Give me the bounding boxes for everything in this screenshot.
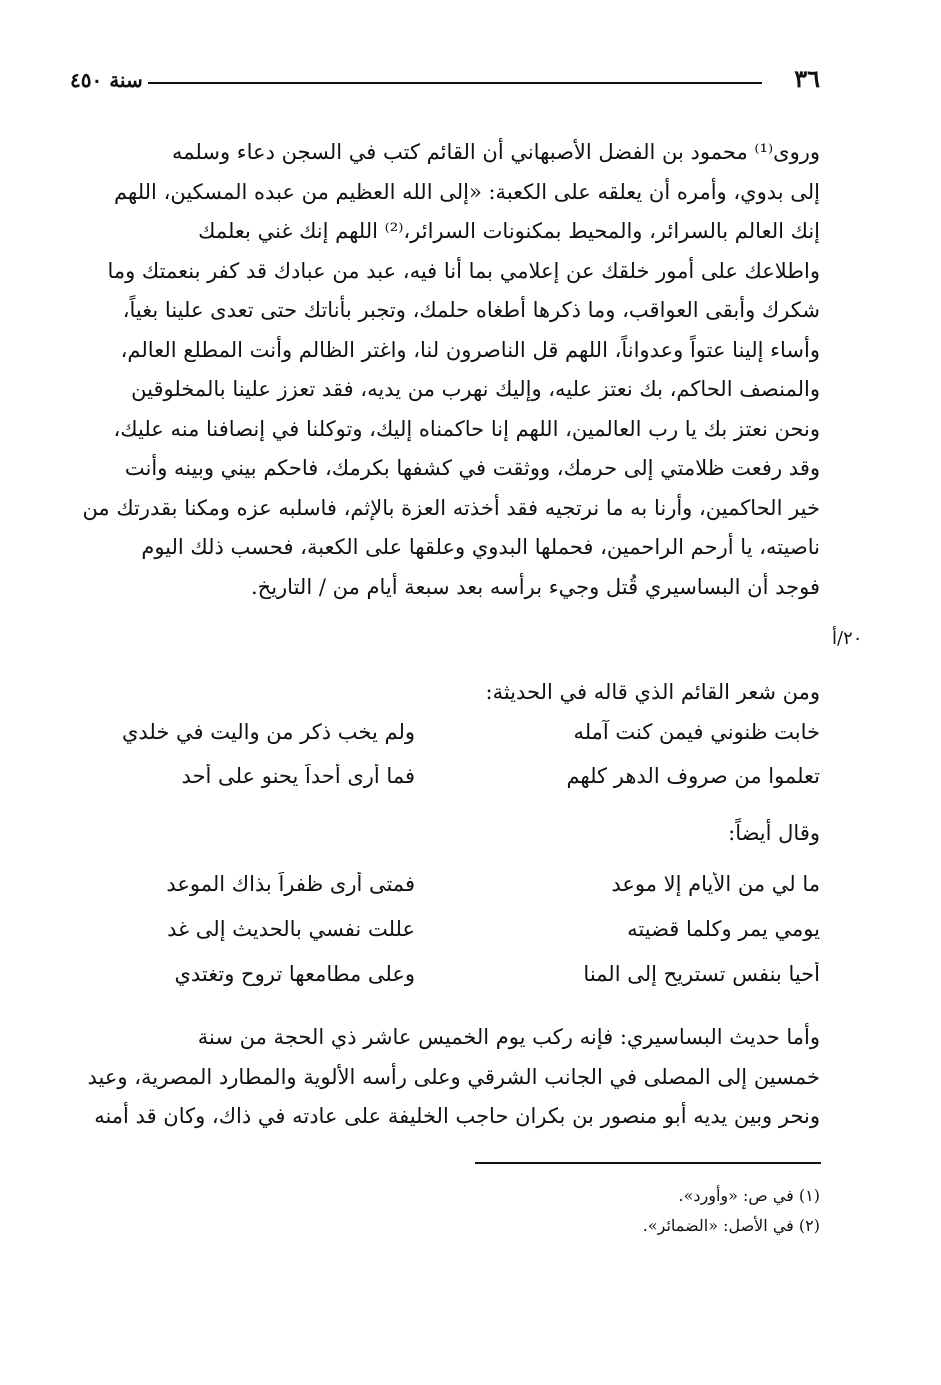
verse-second-hemistich: ولم يخب ذكر من واليت في خلدي [121, 720, 415, 744]
text-line: وقد رفعت ظلامتي إلى حرمك، ووثقت في كشفها بكرمك، فاحكم بيني وبينه وأنت [124, 456, 820, 480]
text-line: فوجد أن البساسيري قُتل وجيء برأسه بعد سبعة أيام من / التاريخ. [250, 574, 820, 599]
text-line: خمسين إلى المصلى في الجانب الشرقي وعلى رأسه الألوية والمطارد المصرية، وعيد [87, 1064, 820, 1089]
text-line: شكرك وأبقى العواقب، وما ذكرها أطغاه حلمك، وتجبر بأناتك حتى تعدى علينا بغياً، [122, 298, 820, 322]
header-rule [148, 82, 762, 84]
text-line: وأساء إلينا عتواً وعدواناً، اللهم قل الناصرون لنا، واغتر الظالم وأنت المطلع العالم، [120, 337, 820, 362]
text-line: ناصيته، يا أرحم الراحمين، فحملها البدوي وعلقها على الكعبة، فحسب ذلك اليوم [141, 535, 820, 559]
running-head-year: سنة ٤٥٠ [70, 68, 143, 92]
text-line: وأما حديث البساسيري: فإنه ركب يوم الخميس عاشر ذي الحجة من سنة [197, 1025, 820, 1049]
paragraph-prayer [70, 133, 820, 607]
text-line: واطلاعك على أمور خلقك عن إعلامي بما أنا فيه، عبد من عبادك قد كفر بنعمتك وما [107, 258, 820, 283]
verse-first-hemistich: تعلموا من صروف الدهر كلهم [566, 764, 820, 788]
verse-second-hemistich: عللت نفسي بالحديث إلى غد [167, 917, 415, 941]
text-line: إلى بدوي، وأمره أن يعلقه على الكعبة: «إلى الله العظيم من عبده المسكين، اللهم [114, 179, 820, 204]
poem-verse [70, 917, 820, 951]
verse-first-hemistich: خابت ظنوني فيمن كنت آمله [573, 720, 820, 744]
verse-first-hemistich: ما لي من الأيام إلا موعد [611, 872, 820, 896]
page-header [70, 62, 820, 102]
footnote: (٢) في الأصل: «الضمائر». [642, 1216, 820, 1235]
page-number: ٣٦ [794, 64, 820, 93]
text-line: خير الحاكمين، وأرنا به ما نرتجيه فقد أخذته العزة بالإثم، فاسلبه عزه ومكنا بقدرتك من [82, 495, 820, 520]
footnote: (١) في ص: «وأورد». [678, 1186, 820, 1205]
text-line: ونحر وبين يديه أبو منصور بن بكران حاجب الخليفة على عادته في ذاك، وكان قد أمنه [94, 1104, 820, 1128]
poem-verse [70, 720, 820, 754]
poem-intro: وقال أيضاً: [728, 821, 820, 845]
poem-verse [70, 962, 820, 996]
text-line: ونحن نعتز بك يا رب العالمين، اللهم إنا حاكمناه إليك، وتوكلنا في إنصافنا منه عليك، [113, 416, 820, 441]
footnote-separator [475, 1162, 821, 1164]
poem-intro: ومن شعر القائم الذي قاله في الحديثة: [485, 680, 820, 704]
verse-first-hemistich: أحيا بنفس تستريح إلى المنا [583, 962, 820, 986]
paragraph-basasiri [70, 1018, 820, 1137]
verse-second-hemistich: وعلى مطامعها تروح وتغتدي [174, 962, 415, 986]
text-line: إنك العالم بالسرائر، والمحيط بمكنونات السرائر،⁽²⁾ اللهم إنك غني بعلمك [198, 219, 820, 243]
verse-first-hemistich: يومي يمر وكلما قضيته [627, 917, 820, 941]
text-line: والمنصف الحاكم، بك نعتز عليه، وإليك نهرب من يديه، فقد تعزز علينا بالمخلوقين [131, 377, 820, 401]
poem-verse [70, 872, 820, 906]
verse-second-hemistich: فما أرى أحداً يحنو على أحد [181, 764, 415, 788]
poem-verse [70, 764, 820, 798]
manuscript-folio-ref: ٢٠/أ [832, 628, 863, 649]
text-line: وروى⁽¹⁾ محمود بن الفضل الأصبهاني أن القائم كتب في السجن دعاء وسلمه [172, 140, 820, 164]
verse-second-hemistich: فمتى أرى ظفراً بذاك الموعد [166, 872, 415, 896]
